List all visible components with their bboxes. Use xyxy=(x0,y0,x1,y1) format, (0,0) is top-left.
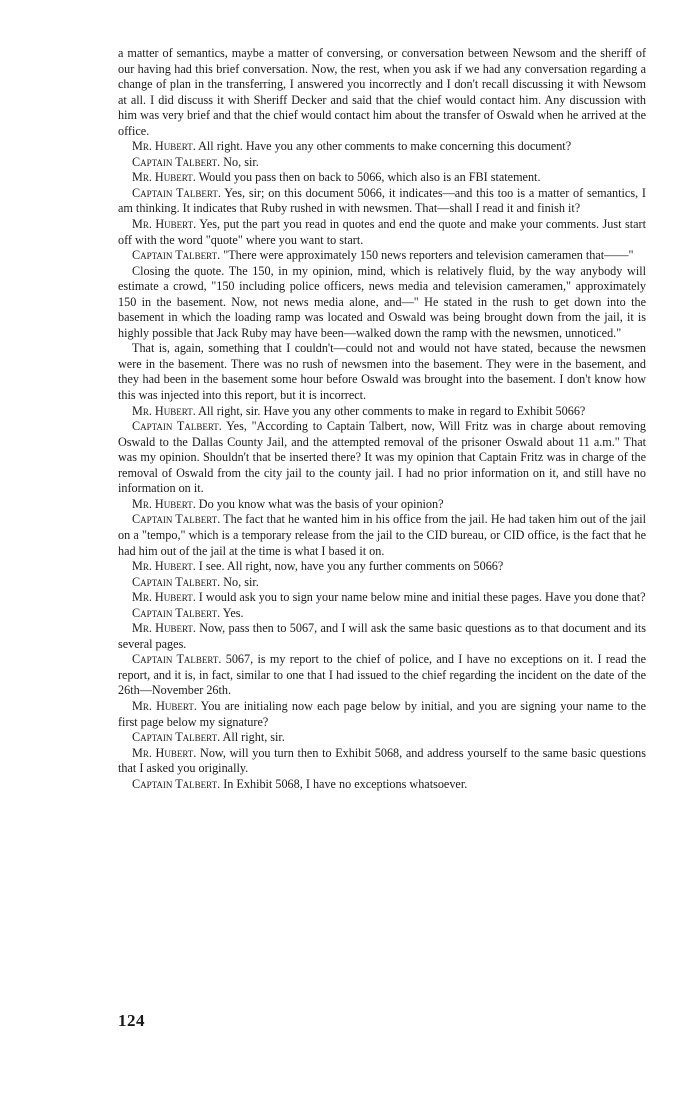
transcript-paragraph xyxy=(118,497,646,513)
paragraph-text: a matter of semantics, maybe a matter of conversing, or conversation between Newsom and the sheriff of our having had this brief conversation. Now, the rest, when you ask if we had any conversation regarding a change of plan in the transferring, I answered you incorrectly and I don't recall discussing it with Newsom at all. I did discuss it with Sheriff Decker and said that the chief would contact him. Any discussion with him was very brief and that the chief would contact him about the transfer of Oswald when he arrived at the office. xyxy=(118,46,646,138)
transcript-paragraph xyxy=(118,590,646,606)
paragraph-text: Now, will you turn then to Exhibit 5068, and address yourself to the same basic questions that I asked you originally. xyxy=(118,745,647,776)
speaker-name: Captain Talbert. xyxy=(132,154,221,169)
transcript-paragraph xyxy=(118,155,646,171)
paragraph-text: That is, again, something that I couldn't—could not and would not have stated, because the newsmen were in the basement. There was no rush of newsmen into the basement. They were in the basement, and they had been in the basement some hour before Oswald was brought into the basement. I don't know how this was injected into this report, but it is incorrect. xyxy=(118,341,646,403)
page-number: 124 xyxy=(118,1011,145,1030)
transcript-paragraph xyxy=(118,186,646,217)
paragraph-text: Now, pass then to 5067, and I will ask the same basic questions as to that document and its several pages. xyxy=(118,621,647,651)
transcript-paragraph xyxy=(118,170,646,186)
paragraph-text: Closing the quote. The 150, in my opinion, mind, which is relatively fluid, by the way anybody will estimate a crowd, "150 including police officers, news media and television cameramen," approximately 150 in the basement. Now, not news media alone, and—" He stated in the rush to get down into the basement in which the loading ramp was located and Oswald was being brought down from the jail, it is highly possible that Jack Ruby may have been—walked down the ramp with the newsmen, unnoticed." xyxy=(118,263,646,340)
paragraph-text: "There were approximately 150 news reporters and television cameramen that——" xyxy=(220,248,634,263)
paragraph-text: 5067, is my report to the chief of police, and I have no exceptions on it. I read the report, and it is, in fact, similar to one that I had issued to the chief regarding the incident on the date of the 26th—November 26th. xyxy=(118,652,646,698)
speaker-name: Mr. Hubert. xyxy=(132,590,196,605)
speaker-name: Mr. Hubert. xyxy=(132,559,196,574)
paragraph-text: All right, sir. xyxy=(220,730,285,745)
speaker-name: Captain Talbert. xyxy=(132,776,221,791)
transcript-paragraph xyxy=(118,341,646,403)
transcript-paragraph xyxy=(118,652,646,699)
speaker-name: Mr. Hubert. xyxy=(132,621,196,636)
paragraph-text: Do you know what was the basis of your opinion? xyxy=(195,496,444,511)
paragraph-text: Yes, sir; on this document 5066, it indicates—and this too is a matter of semantics, I am thinking. It indicates that Ruby rushed in with newsmen. That—shall I read it and finish it? xyxy=(118,185,646,216)
transcript-paragraph xyxy=(118,575,646,591)
speaker-name: Mr. Hubert. xyxy=(132,496,196,511)
transcript-paragraph xyxy=(118,264,646,342)
paragraph-text: Yes, "According to Captain Talbert, now, Will Fritz was in charge about removing Oswald to the Dallas County Jail, and the attempted removal of the prisoner Oswald about 11 a.m." That was my opinion. Shouldn't that be inserted there? It was my opinion that Captain Fritz was in charge of the removal of Oswald from the city jail to the county jail. I had no prior information on it, and still have no information on it. xyxy=(118,419,646,496)
paragraph-text: The fact that he wanted him in his office from the jail. He had taken him out of the jail on a "tempo," which is a temporary release from the jail to the CID bureau, or CID office, is the fact that he had him out of the jail at the time is what I based it on. xyxy=(118,512,647,558)
paragraph-text: I see. All right, now, have you any further comments on 5066? xyxy=(195,559,504,574)
speaker-name: Mr. Hubert. xyxy=(132,698,197,713)
paragraph-text: Yes. xyxy=(220,605,244,620)
speaker-name: Captain Talbert. xyxy=(132,185,221,200)
paragraph-text: No, sir. xyxy=(220,154,259,169)
transcript-paragraph xyxy=(118,512,646,559)
transcript-paragraph xyxy=(118,777,646,793)
speaker-name: Mr. Hubert. xyxy=(132,217,197,232)
transcript-paragraph xyxy=(118,699,646,730)
speaker-name: Captain Talbert. xyxy=(132,574,221,589)
transcript-paragraph xyxy=(118,606,646,622)
transcript-paragraph xyxy=(118,217,646,248)
speaker-name: Captain Talbert. xyxy=(132,652,222,667)
paragraph-text: No, sir. xyxy=(220,574,259,589)
speaker-name: Mr. Hubert. xyxy=(132,139,196,154)
speaker-name: Captain Talbert. xyxy=(132,248,221,263)
transcript-body xyxy=(118,46,646,792)
speaker-name: Mr. Hubert. xyxy=(132,170,196,185)
paragraph-text: In Exhibit 5068, I have no exceptions whatsoever. xyxy=(220,776,468,791)
paragraph-text: Would you pass then on back to 5066, which also is an FBI statement. xyxy=(195,170,541,185)
transcript-paragraph xyxy=(118,404,646,420)
speaker-name: Captain Talbert. xyxy=(132,605,221,620)
transcript-paragraph xyxy=(118,139,646,155)
transcript-paragraph xyxy=(118,419,646,497)
transcript-paragraph xyxy=(118,248,646,264)
speaker-name: Captain Talbert. xyxy=(132,730,221,745)
paragraph-text: Yes, put the part you read in quotes and end the quote and make your comments. Just start off with the word "quote" where you want to start. xyxy=(118,217,646,247)
transcript-paragraph xyxy=(118,621,646,652)
transcript-paragraph xyxy=(118,559,646,575)
speaker-name: Mr. Hubert. xyxy=(132,403,196,418)
paragraph-text: All right, sir. Have you any other comments to make in regard to Exhibit 5066? xyxy=(195,403,586,418)
transcript-paragraph xyxy=(118,730,646,746)
paragraph-text: All right. Have you any other comments to make concerning this document? xyxy=(195,139,572,154)
speaker-name: Mr. Hubert. xyxy=(132,745,197,760)
paragraph-text: You are initialing now each page below by initial, and you are signing your name to the first page below my signature? xyxy=(118,698,647,729)
speaker-name: Captain Talbert. xyxy=(132,512,221,527)
speaker-name: Captain Talbert. xyxy=(132,419,222,434)
paragraph-text: I would ask you to sign your name below mine and initial these pages. Have you done that? xyxy=(195,590,646,605)
transcript-paragraph xyxy=(118,746,646,777)
transcript-paragraph xyxy=(118,46,646,139)
